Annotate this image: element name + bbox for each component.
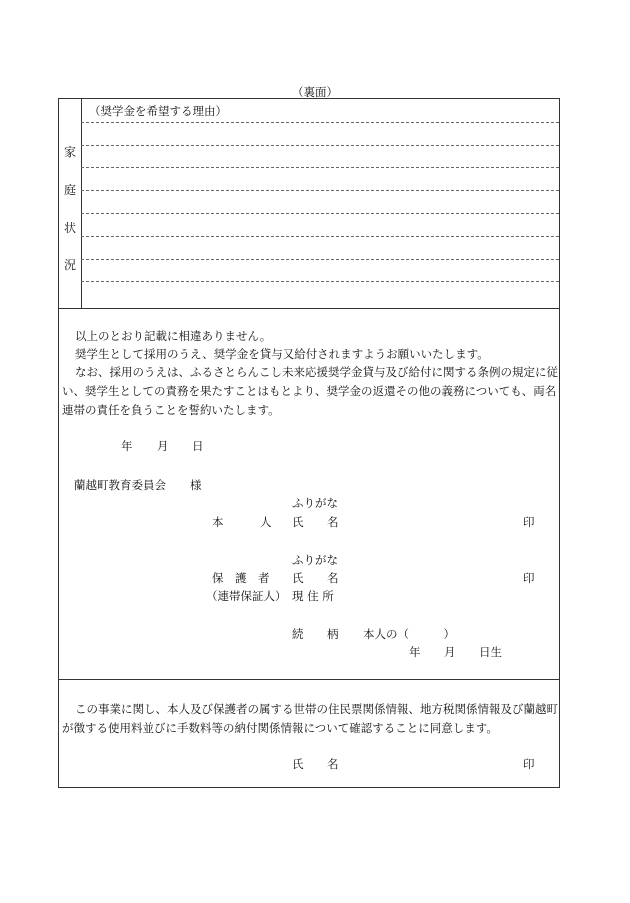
side-label-divider xyxy=(81,99,82,308)
relation-value: 本人の（ ） xyxy=(363,627,455,641)
side-label-char-1: 家 xyxy=(63,145,76,159)
date-day-label: 日 xyxy=(192,439,204,453)
guardian-name-label-a: 氏 xyxy=(292,571,304,585)
address-label: 現 住 所 xyxy=(292,589,334,603)
declaration-line-3: なお、採用のうえは、ふるさとらんこし未来応援奨学金貸与及び給付に関する条例の規定に従 xyxy=(75,365,558,379)
side-label-char-3: 状 xyxy=(63,221,76,235)
reason-line[interactable] xyxy=(81,190,559,191)
consent-line-2: が徴する使用料並びに手数料等の納付関係情報について確認することに同意します。 xyxy=(62,721,498,735)
self-seal-mark: 印 xyxy=(523,515,535,529)
application-form-table xyxy=(58,98,560,788)
consent-seal-mark: 印 xyxy=(523,757,535,771)
declaration-line-4: い、奨学生としての責務を果たすことはもとより、奨学金の返還その他の義務についても、両名 xyxy=(62,384,557,398)
section-divider xyxy=(59,308,559,309)
relation-label-a: 続 xyxy=(292,627,304,641)
self-furigana-label: ふりがな xyxy=(292,496,338,510)
consent-name-label-b: 名 xyxy=(327,757,339,771)
page-label: （裏面） xyxy=(292,85,338,99)
consent-line-1: この事業に関し、本人及び保護者の属する世帯の住民票関係情報、地方税関係情報及び蘭越町 xyxy=(75,702,558,716)
reason-line[interactable] xyxy=(81,281,559,282)
consent-name-label-a: 氏 xyxy=(292,757,304,771)
guarantor-label: （連帯保証人） xyxy=(206,589,287,603)
birth-day-label: 日生 xyxy=(479,645,502,659)
reason-heading: （奨学金を希望する理由） xyxy=(89,104,227,118)
addressee: 蘭越町教育委員会 xyxy=(74,478,166,492)
addressee-suffix: 様 xyxy=(190,478,202,492)
self-label-b: 人 xyxy=(260,515,272,529)
guardian-label: 保 護 者 xyxy=(212,571,270,585)
self-label-a: 本 xyxy=(212,515,224,529)
side-label-char-2: 庭 xyxy=(63,183,76,197)
declaration-line-5: 連帯の責任を負うことを誓約いたします。 xyxy=(62,403,280,417)
relation-label-b: 柄 xyxy=(327,627,339,641)
section-divider xyxy=(59,679,559,680)
date-year-label: 年 xyxy=(121,439,133,453)
reason-line[interactable] xyxy=(81,236,559,237)
self-name-label-a: 氏 xyxy=(292,515,304,529)
birth-month-label: 月 xyxy=(444,645,456,659)
reason-line[interactable] xyxy=(81,259,559,260)
declaration-line-2: 奨学生として採用のうえ、奨学金を貸与又給付されますようお願いいたします。 xyxy=(75,347,489,361)
reason-line[interactable] xyxy=(81,213,559,214)
reason-line[interactable] xyxy=(81,167,559,168)
reason-line[interactable] xyxy=(81,122,559,123)
date-month-label: 月 xyxy=(157,439,169,453)
birth-year-label: 年 xyxy=(409,645,421,659)
guardian-seal-mark: 印 xyxy=(523,571,535,585)
self-name-label-b: 名 xyxy=(327,515,339,529)
guardian-furigana-label: ふりがな xyxy=(292,553,338,567)
declaration-line-1: 以上のとおり記載に相違ありません。 xyxy=(75,329,272,343)
guardian-name-label-b: 名 xyxy=(327,571,339,585)
reason-line[interactable] xyxy=(81,145,559,146)
side-label-char-4: 況 xyxy=(63,258,76,272)
